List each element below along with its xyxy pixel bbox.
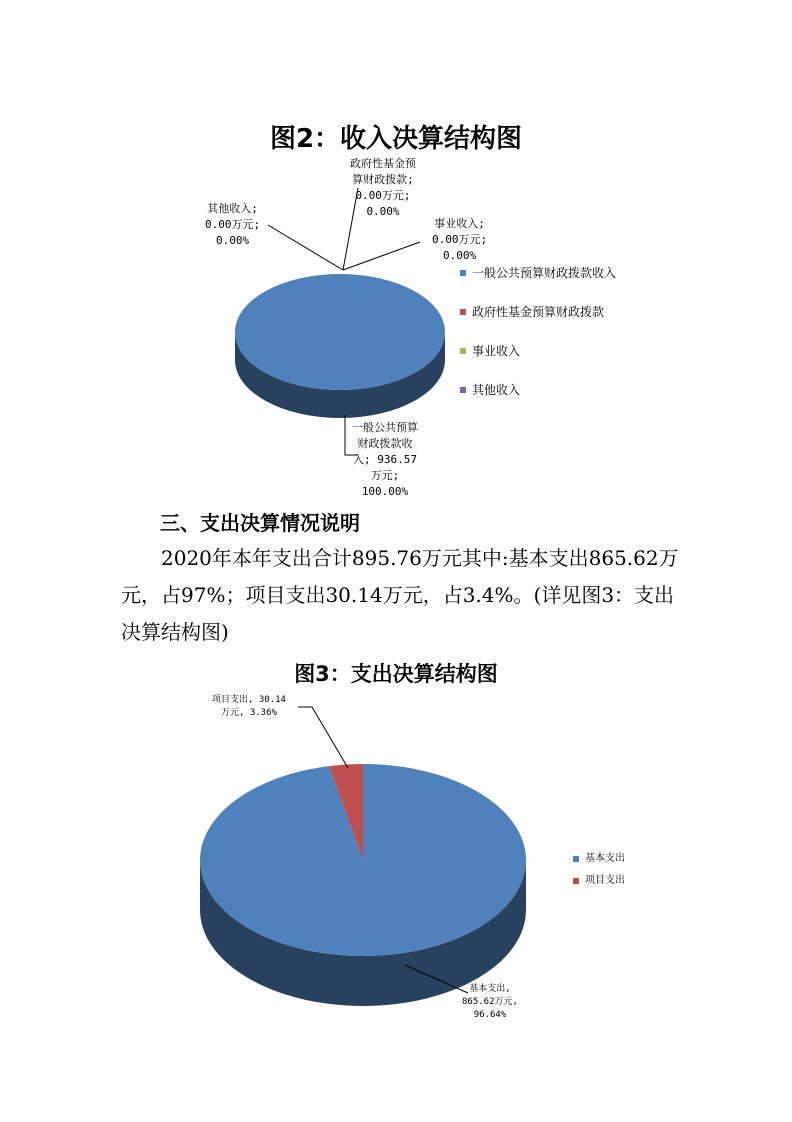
- pie-slice-yiban: [235, 274, 445, 390]
- label-line: 96.64%: [473, 1010, 507, 1020]
- legend-item-zhengfuxing: [460, 304, 630, 320]
- legend-item-qita: [460, 382, 630, 398]
- legend-item-shiye: [460, 343, 630, 359]
- label-line: 其他收入;: [207, 202, 258, 215]
- legend-swatch: [573, 856, 579, 862]
- expenditure-legend: [573, 852, 625, 896]
- label-line: 财政拨款收: [357, 437, 413, 450]
- legend-swatch: [460, 348, 466, 354]
- body-paragraph: 2020年本年支出合计895.76万元其中:基本支出865.62万元，占97%；项目支出30.14万元，占3.4%。(详见图3：支出决算结构图): [121, 546, 679, 644]
- label-line: 0.00万元;: [432, 233, 488, 246]
- legend-item-xiangmu: [573, 874, 625, 888]
- label-qita: [205, 201, 260, 249]
- label-jiben: [462, 983, 518, 1022]
- label-line: 万元;: [370, 469, 400, 482]
- leader-line-qita: [268, 225, 343, 270]
- label-line: 算财政拨款;: [352, 173, 414, 186]
- legend-label: 一般公共预算财政拨款收入: [472, 266, 617, 280]
- legend-swatch: [460, 309, 466, 315]
- income-legend: [460, 265, 630, 421]
- income-pie-chart: [235, 274, 445, 418]
- label-line: 100.00%: [361, 485, 409, 498]
- label-line: 865.62万元,: [462, 997, 518, 1007]
- label-line: 万元, 3.36%: [221, 708, 277, 718]
- legend-label: 项目支出: [585, 875, 625, 886]
- label-line: 一般公共预算: [352, 421, 418, 434]
- section-heading: 三、支出决算情况说明: [160, 511, 360, 535]
- legend-item-yiban: [460, 265, 630, 281]
- label-line: 项目支出, 30.14: [212, 695, 286, 705]
- label-line: 事业收入;: [434, 217, 485, 230]
- label-line: 0.00万元;: [205, 218, 261, 231]
- expenditure-pie-chart: [200, 764, 526, 1006]
- figure-2-title: 图2：收入决算结构图: [269, 124, 523, 154]
- legend-label: 其他收入: [472, 383, 521, 397]
- legend-label: 政府性基金预算财政拨款: [472, 305, 605, 319]
- label-xiangmu: [212, 694, 286, 720]
- leader-line-shiye: [343, 242, 420, 270]
- label-shiye: [432, 216, 487, 264]
- label-line: 政府性基金预: [350, 157, 416, 170]
- leader-line-xiangmu: [298, 707, 348, 768]
- label-line: 0.00%: [443, 249, 477, 262]
- label-line: 0.00%: [216, 234, 250, 247]
- label-line: 0.00万元;: [355, 189, 411, 202]
- legend-swatch: [460, 270, 466, 276]
- legend-swatch: [573, 878, 579, 884]
- legend-label: 事业收入: [472, 344, 521, 358]
- label-zhengfuxing: [350, 156, 416, 220]
- label-line: 0.00%: [366, 205, 400, 218]
- legend-item-jiben: [573, 852, 625, 866]
- legend-label: 基本支出: [585, 853, 625, 864]
- legend-swatch: [460, 387, 466, 393]
- figure-3-title: 图3：支出决算结构图: [294, 662, 498, 686]
- label-line: 入; 936.57: [353, 453, 417, 466]
- label-line: 基本支出,: [469, 984, 511, 994]
- label-yiban: [352, 420, 418, 500]
